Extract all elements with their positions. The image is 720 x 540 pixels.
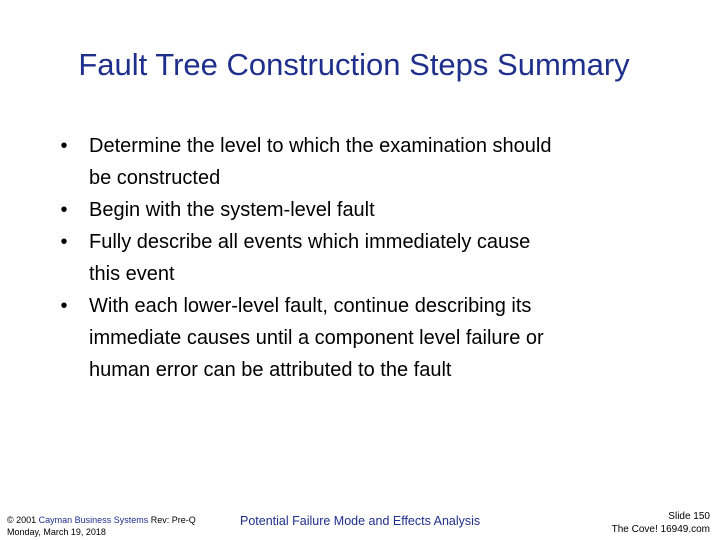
footer-copyright — [7, 514, 196, 538]
footer-date: Monday, March 19, 2018 — [7, 527, 106, 537]
bullet-text-line: immediate causes until a component level failure or — [89, 327, 544, 349]
bullet-item — [58, 290, 658, 386]
bullet-text-line: Determine the level to which the examination should — [89, 135, 552, 157]
bullet-item — [58, 226, 658, 290]
slide-number: Slide 150 — [668, 511, 710, 522]
footer-course-title: Potential Failure Mode and Effects Analysis — [240, 514, 481, 528]
bullet-text-line: be constructed — [89, 167, 221, 189]
bullet-item — [58, 194, 658, 226]
company-name: Cayman Business Systems — [38, 515, 149, 525]
footer-source: The Cove! 16949.com — [611, 524, 710, 535]
revision-label: Rev: Pre-Q — [148, 515, 196, 525]
bullet-marker: • — [60, 199, 68, 221]
bullet-text-line: Fully describe all events which immediately cause — [89, 231, 531, 253]
bullet-text-line: this event — [89, 263, 175, 285]
footer-slide-info — [612, 510, 710, 536]
bullet-text-line: With each lower-level fault, continue describing its — [89, 295, 532, 317]
copyright-prefix: © 2001 — [7, 515, 39, 525]
bullet-item — [58, 130, 658, 194]
bullet-text-line: human error can be attributed to the fault — [89, 359, 452, 381]
bullet-marker: • — [60, 295, 68, 317]
bullet-text-line: Begin with the system-level fault — [89, 199, 375, 221]
bullet-list — [58, 130, 658, 386]
bullet-marker: • — [60, 231, 68, 253]
footer-copyright-line — [7, 514, 196, 526]
bullet-marker: • — [60, 135, 68, 157]
slide-title: Fault Tree Construction Steps Summary — [78, 47, 630, 82]
